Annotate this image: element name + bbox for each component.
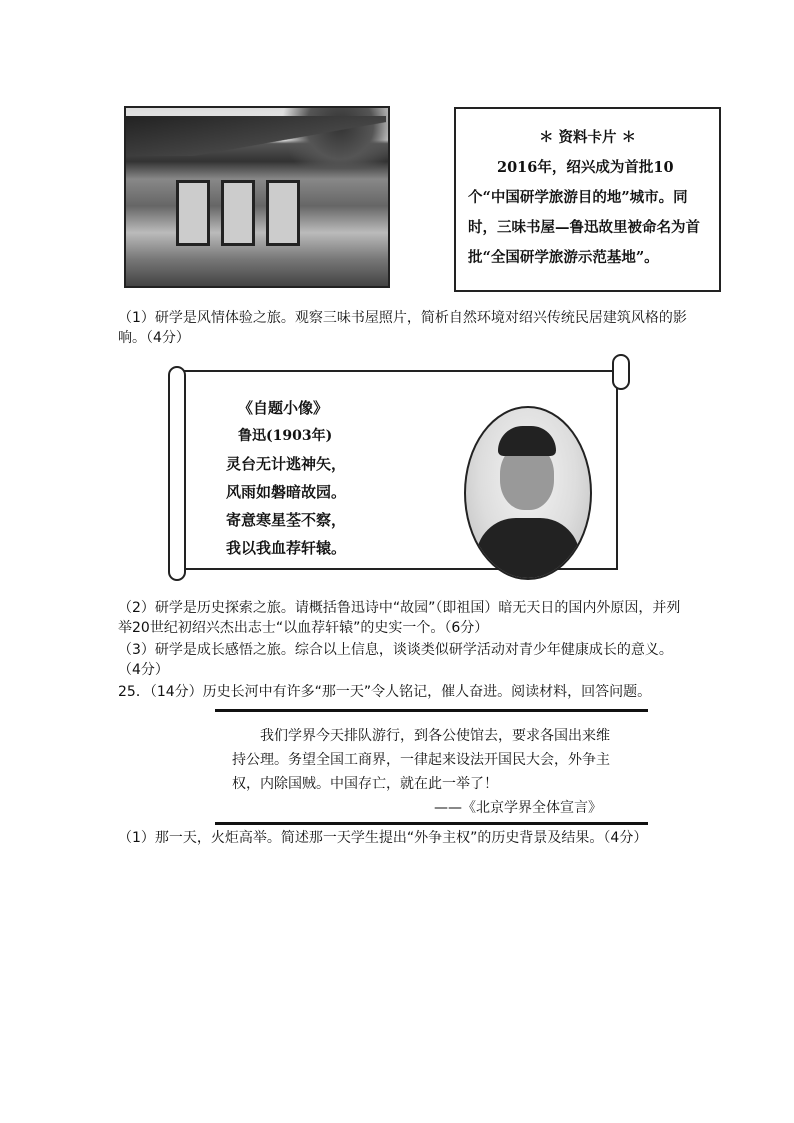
question-25: 25．（14分）历史长河中有许多“那一天”令人铭记，催人奋进。阅读材料，回答问题。: [118, 684, 652, 700]
question-25-1: （1）那一天，火炬高举。简述那一天学生提出“外争主权”的历史背景及结果。（4分）: [118, 830, 648, 846]
poem-line: 灵台无计逃神矢，: [226, 455, 347, 473]
poem-title: 《自题小像》: [238, 399, 329, 417]
portrait-coat: [476, 518, 580, 580]
scroll-body: [178, 370, 618, 570]
poem-scroll: [168, 354, 630, 584]
roof-shape: [126, 116, 386, 156]
window-shape: [221, 180, 255, 246]
window-shape: [176, 180, 210, 246]
poem-line: 我以我血荐轩辕。: [226, 539, 347, 557]
window-shape: [266, 180, 300, 246]
scroll-rod-left: [168, 366, 186, 581]
quote-text: 我们学界今天排队游行，到各公使馆去，要求各国出来维持公理。务望全国工商界，一律起来设法开国民大会，外争主权，内除国贼。中国存亡，就在此一举了！: [232, 728, 610, 792]
poem-line: 风雨如磐暗故园。: [226, 483, 347, 501]
info-card-title: ＊ 资料卡片 ＊: [538, 129, 637, 146]
info-card-text: 2016年，绍兴成为首批10个“中国研学旅游目的地”城市。同时，三味书屋—鲁迅故里被命名为首批“全国研学旅游示范基地”。: [468, 159, 700, 266]
poem-author: 鲁迅(1903年): [238, 428, 333, 444]
lu-xun-portrait: [464, 406, 592, 580]
divider-bottom: [215, 822, 648, 825]
question-2: （2）研学是历史探索之旅。请概括鲁迅诗中“故园”（即祖国）暗无天日的国内外原因，并列举20世纪初绍兴杰出志士“以血荐轩辕”的史实一个。（6分）: [118, 600, 681, 636]
question-3: （3）研学是成长感悟之旅。综合以上信息，谈谈类似研学活动对青少年健康成长的意义。（4分）: [118, 642, 673, 678]
scroll-rod-right: [612, 354, 630, 390]
poem: [226, 394, 346, 562]
divider-top: [215, 709, 648, 712]
quote-source: ——《北京学界全体宣言》: [434, 800, 602, 816]
info-card: [454, 107, 721, 292]
material-quote: [232, 724, 612, 820]
question-1: （1）研学是风情体验之旅。观察三味书屋照片，简析自然环境对绍兴传统民居建筑风格的影响。（4分）: [118, 310, 687, 346]
portrait-hair: [498, 426, 556, 456]
poem-line: 寄意寒星荃不察，: [226, 511, 347, 529]
sanwei-shuwu-photo: [124, 106, 390, 288]
